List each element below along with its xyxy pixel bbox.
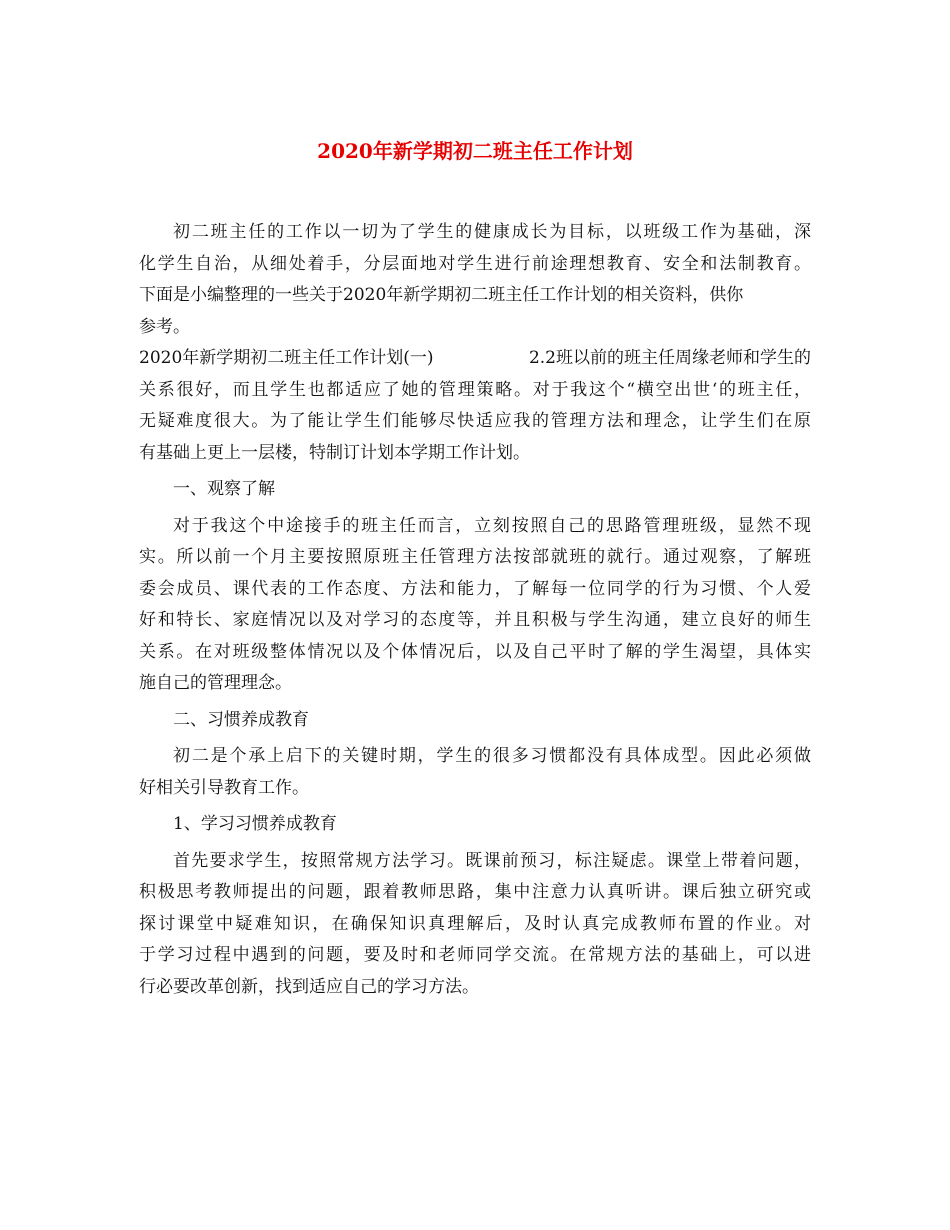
section-heading: 1、学习习惯养成教育 — [173, 814, 337, 834]
paragraph-line: 关系很好，而且学生也都适应了她的管理策略。对于我这个“横空出世‘的班主任， — [139, 379, 811, 400]
paragraph-line: 好相关引导教育工作。 — [139, 777, 309, 798]
paragraph-line: 首先要求学生，按照常规方法学习。既课前预习，标注疑虑。课堂上带着问题， — [173, 850, 811, 871]
paragraph-text: 2.2班以前的班主任周缘老师和学生的 — [528, 348, 811, 368]
paragraph-line: 初二是个承上启下的关键时期，学生的很多习惯都没有具体成型。因此必须做 — [173, 746, 811, 766]
document-title: 2020年新学期初二班主任工作计划 — [317, 139, 633, 163]
paragraph-line: 探讨课堂中疑难知识，在确保知识真理解后，及时认真完成教师布置的作业。对 — [139, 913, 811, 934]
section-heading: 一、观察了解 — [173, 479, 275, 499]
paragraph-line: 于学习过程中遇到的问题，要及时和老师同学交流。在常规方法的基础上，可以进 — [139, 945, 811, 965]
paragraph-line: 有基础上更上一层楼，特制订计划本学期工作计划。 — [139, 442, 530, 463]
paragraph-line: 初二班主任的工作以一切为了学生的健康成长为目标，以班级工作为基础，深 — [173, 222, 811, 242]
paragraph-line: 对于我这个中途接手的班主任而言，立刻按照自己的思路管理班级，显然不现 — [173, 515, 811, 536]
document-body — [139, 217, 811, 1003]
paragraph-line: 好和特长、家庭情况以及对学习的态度等，并且积极与学生沟通，建立良好的师生 — [139, 610, 811, 630]
paragraph-line: 行必要改革创新，找到适应自己的学习方法。 — [139, 976, 479, 997]
paragraph-line: 化学生自治，从细处着手，分层面地对学生进行前途理想教育、安全和法制教育。 — [139, 253, 811, 274]
paragraph-line: 施自己的管理理念。 — [139, 673, 292, 693]
paragraph-line: 委会成员、课代表的工作态度、方法和能力，了解每一位同学的行为习惯、个人爱 — [139, 578, 811, 599]
paragraph-line: 实。所以前一个月主要按照原班主任管理方法按部就班的就行。通过观察，了解班 — [139, 547, 811, 567]
paragraph-line: 积极思考教师提出的问题，跟着教师思路，集中注意力认真听讲。课后独立研究或 — [139, 882, 811, 902]
paragraph-line: 下面是小编整理的一些关于2020年新学期初二班主任工作计划的相关资料，供你 — [139, 285, 744, 305]
paragraph-line: 参考。 — [139, 316, 190, 337]
section-heading: 2020年新学期初二班主任工作计划(一) — [139, 348, 434, 368]
paragraph-line: 关系。在对班级整体情况以及个体情况后，以及自己平时了解的学生渴望，具体实 — [139, 641, 811, 662]
paragraph-line: 无疑难度很大。为了能让学生们能够尽快适应我的管理方法和理念，让学生们在原 — [139, 411, 811, 431]
paragraph-line — [139, 343, 811, 375]
section-heading: 二、习惯养成教育 — [173, 709, 309, 730]
